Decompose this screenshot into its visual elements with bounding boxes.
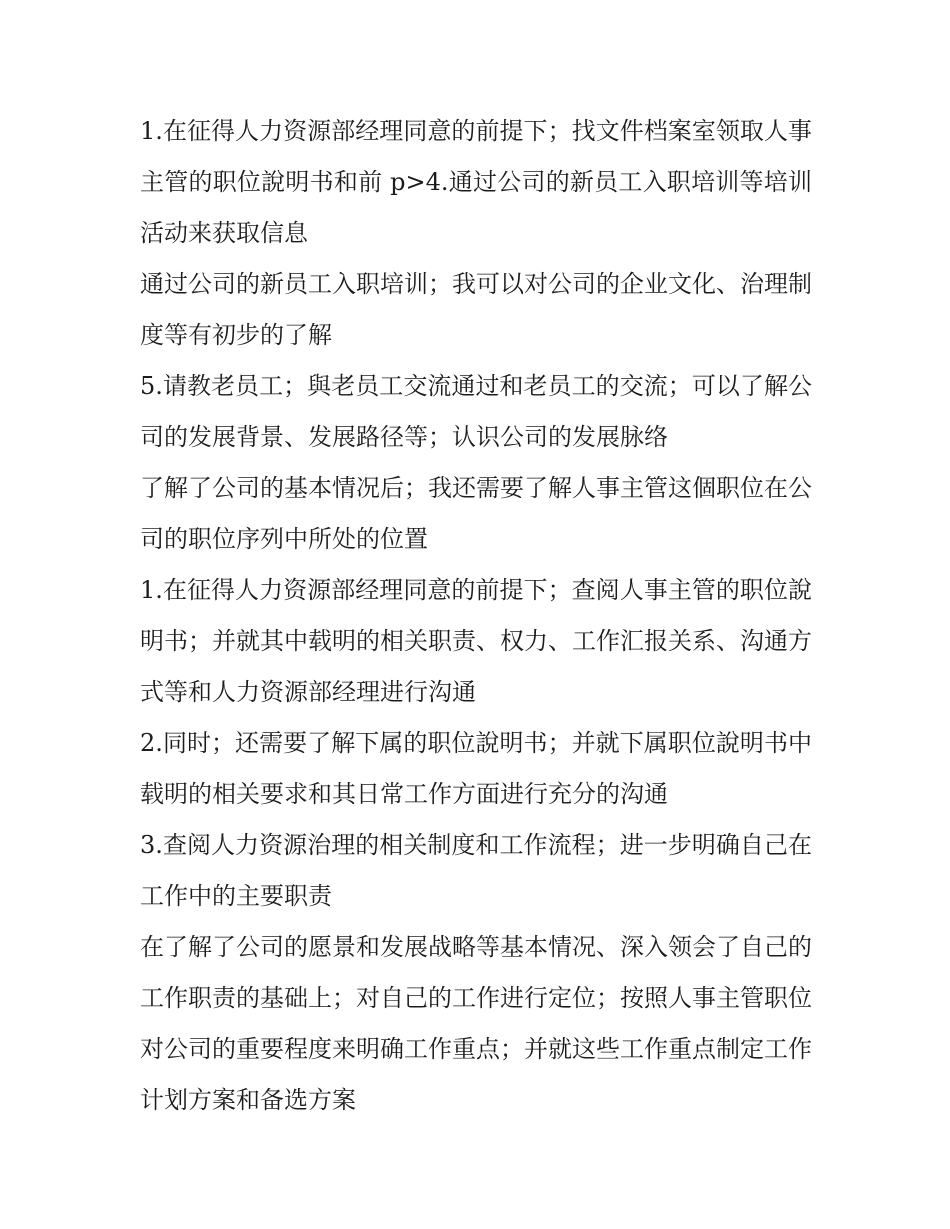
paragraph-8: 在了解了公司的愿景和发展战略等基本情况、深入领会了自己的工作职责的基础上；对自己的工作进行定位；按照人事主管职位对公司的重要程度来明确工作重点；并就这些工作重点制定工作计划方案和备选方案 [140, 933, 812, 1114]
paragraph-2: 通过公司的新员工入职培训；我可以对公司的企业文化、治理制度等有初步的了解 [140, 270, 812, 349]
paragraph-3: 5.请教老员工；與老员工交流通过和老员工的交流；可以了解公司的发展背景、发展路径等；认识公司的发展脉络 [140, 372, 812, 451]
document-body [140, 106, 812, 1126]
paragraph-7: 3.查阅人力资源治理的相关制度和工作流程；进一步明确自己在工作中的主要职责 [140, 831, 812, 910]
paragraph-1: 1.在征得人力资源部经理同意的前提下；找文件档案室领取人事主管的职位說明书和前 p>4.通过公司的新员工入职培训等培训活动来获取信息 [140, 117, 812, 247]
paragraph-5: 1.在征得人力资源部经理同意的前提下；查阅人事主管的职位說明书；并就其中载明的相关职责、权力、工作汇报关系、沟通方式等和人力资源部经理进行沟通 [140, 576, 812, 706]
paragraph-4: 了解了公司的基本情况后；我还需要了解人事主管这個职位在公司的职位序列中所处的位置 [140, 474, 812, 553]
paragraph-6: 2.同时；还需要了解下属的职位說明书；并就下属职位說明书中载明的相关要求和其日常工作方面进行充分的沟通 [140, 729, 812, 808]
